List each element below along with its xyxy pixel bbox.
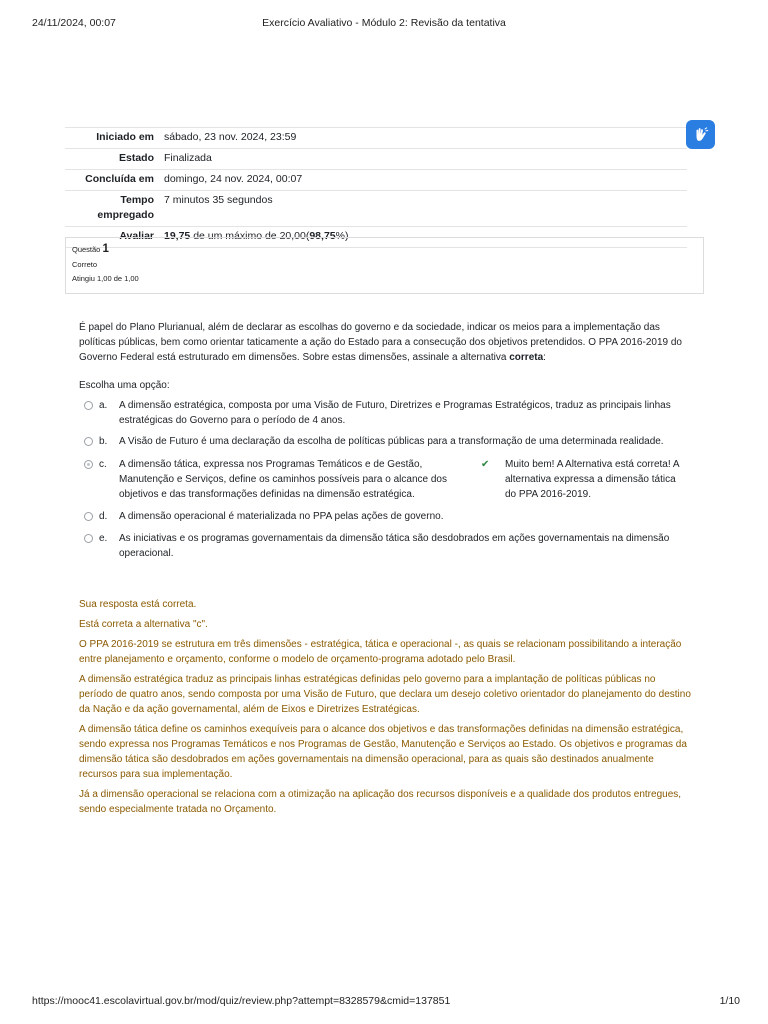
radio-button[interactable]	[84, 534, 93, 543]
answer-prompt: Escolha uma opção:	[79, 380, 170, 391]
summary-value: sábado, 23 nov. 2024, 23:59	[164, 131, 297, 143]
radio-button[interactable]	[84, 437, 93, 446]
grade-max-text: de um máximo de 20,00(	[190, 230, 310, 242]
question-text-end: :	[543, 352, 546, 363]
summary-label: Tempo empregado	[97, 194, 154, 221]
question-mark: Atingiu 1,00 de 1,00	[72, 274, 139, 283]
option-text: A dimensão operacional é materializada no PPA pelas ações de governo.	[119, 511, 444, 522]
feedback-paragraph: Está correta a alternativa "c".	[79, 619, 208, 630]
question-number-value: 1	[102, 243, 109, 255]
option-text: As iniciativas e os programas governamentais da dimensão tática são desdobrados em ações governamentais na dimensão operacional.	[119, 533, 670, 559]
option-feedback	[481, 457, 681, 502]
print-page-number: 1/10	[719, 995, 740, 1007]
option-letter: b.	[99, 436, 108, 447]
answer-option-b[interactable]	[84, 434, 684, 449]
feedback-paragraph: A dimensão estratégica traduz as principais linhas estratégicas definidas pelo governo para a implantação de políticas públicas no período de quatro anos, sendo composta por uma Visão de Futuro, que declara um desejo coletivo orientador do planejamento do destino da Nação e da ação governamental, além de Eixos e Diretrizes Estratégicas.	[79, 674, 691, 715]
option-letter: d.	[99, 511, 108, 522]
summary-row-completed	[65, 169, 687, 190]
summary-row-state	[65, 148, 687, 169]
summary-value: domingo, 24 nov. 2024, 00:07	[164, 173, 303, 185]
print-date: 24/11/2024, 00:07	[32, 17, 116, 29]
feedback-paragraph: Sua resposta está correta.	[79, 599, 197, 610]
option-text: A Visão de Futuro é uma declaração da escolha de políticas públicas para a transformação de uma determinada realidade.	[119, 436, 664, 447]
question-text	[79, 320, 689, 365]
hand-sign-icon	[692, 126, 710, 144]
answer-option-a[interactable]	[84, 398, 684, 428]
feedback-paragraph: A dimensão tática define os caminhos exequíveis para o alcance dos objetivos e das transformações definidas na dimensão estratégica, sendo expressa nos Programas Temáticos e nos Programas de Gestão, Manutenção e Serviços ao Estado. Os objetivos e programas da dimensão tática são desdobrados em ações governamentais na dimensão operacional, para as quais são destinados anualmente recursos para sua implementação.	[79, 724, 687, 780]
option-text: A dimensão estratégica, composta por uma Visão de Futuro, Diretrizes e Programas Estratégicos, traduz as principais linhas estratégicas do Governo para o período de 4 anos.	[119, 400, 671, 426]
answer-option-c[interactable]	[84, 457, 684, 502]
summary-label: Estado	[118, 152, 154, 164]
print-header	[32, 17, 736, 31]
summary-row-time-taken	[65, 190, 687, 226]
question-number	[72, 243, 697, 255]
general-feedback	[79, 597, 691, 822]
answer-option-e[interactable]	[84, 531, 684, 561]
option-text: A dimensão tática, expressa nos Programas Temáticos e de Gestão, Manutenção e Serviços, define os caminhos possíveis para o alcance dos objetivos e das transformações definidas na dimensão estratégica.	[119, 459, 447, 500]
print-title: Exercício Avaliativo - Módulo 2: Revisão da tentativa	[262, 17, 506, 29]
print-url: https://mooc41.escolavirtual.gov.br/mod/quiz/review.php?attempt=8328579&cmid=137851	[32, 995, 451, 1007]
radio-button[interactable]	[84, 401, 93, 410]
option-letter: e.	[99, 533, 108, 544]
question-prefix: Questão	[72, 245, 101, 254]
summary-value: 7 minutos 35 segundos	[164, 194, 273, 206]
summary-row-started	[65, 127, 687, 148]
radio-button-selected[interactable]	[84, 460, 93, 469]
question-status: Correto	[72, 260, 98, 269]
question-info-box	[65, 237, 704, 294]
question-text-body: É papel do Plano Plurianual, além de declarar as escolhas do governo e da sociedade, indicar os meios para a implementação das políticas públicas, bem como orientar taticamente a ação do Estado para a consecução dos objetivos pretendidos. O PPA 2016-2019 do Governo Federal está estruturado em dimensões. Sobre estas dimensões, assinale a alternativa	[79, 322, 682, 363]
attempt-summary-table	[65, 127, 687, 248]
summary-label: Iniciado em	[96, 131, 154, 143]
question-text-emphasis: correta	[509, 352, 544, 363]
summary-label: Concluída em	[85, 173, 154, 185]
answer-option-d[interactable]	[84, 509, 684, 524]
grade-end-text: %)	[335, 230, 349, 242]
grade-score: 19,75	[164, 230, 191, 242]
summary-label: Avaliar	[119, 230, 154, 242]
option-feedback-text: Muito bem! A Alternativa está correta! A alternativa expressa a dimensão tática do PPA 2016-2019.	[505, 459, 679, 500]
print-footer	[32, 995, 740, 1009]
option-letter: a.	[99, 400, 108, 411]
accessibility-button[interactable]	[686, 120, 715, 149]
radio-button[interactable]	[84, 512, 93, 521]
feedback-paragraph: O PPA 2016-2019 se estrutura em três dimensões - estratégica, tática e operacional -, as quais se relacionam possibilitando a interação entre planejamento e orçamento, conforme o modelo de orçamento-programa adotado pelo Brasil.	[79, 639, 682, 665]
option-letter: c.	[99, 459, 107, 470]
summary-value: Finalizada	[164, 152, 212, 164]
feedback-paragraph: Já a dimensão operacional se relaciona com a otimização na aplicação dos recursos disponíveis e a qualidade dos produtos entregues, sendo especialmente tratada no Orçamento.	[79, 789, 682, 815]
grade-percent: 98,75	[309, 230, 336, 242]
check-icon: ✔	[481, 459, 490, 470]
